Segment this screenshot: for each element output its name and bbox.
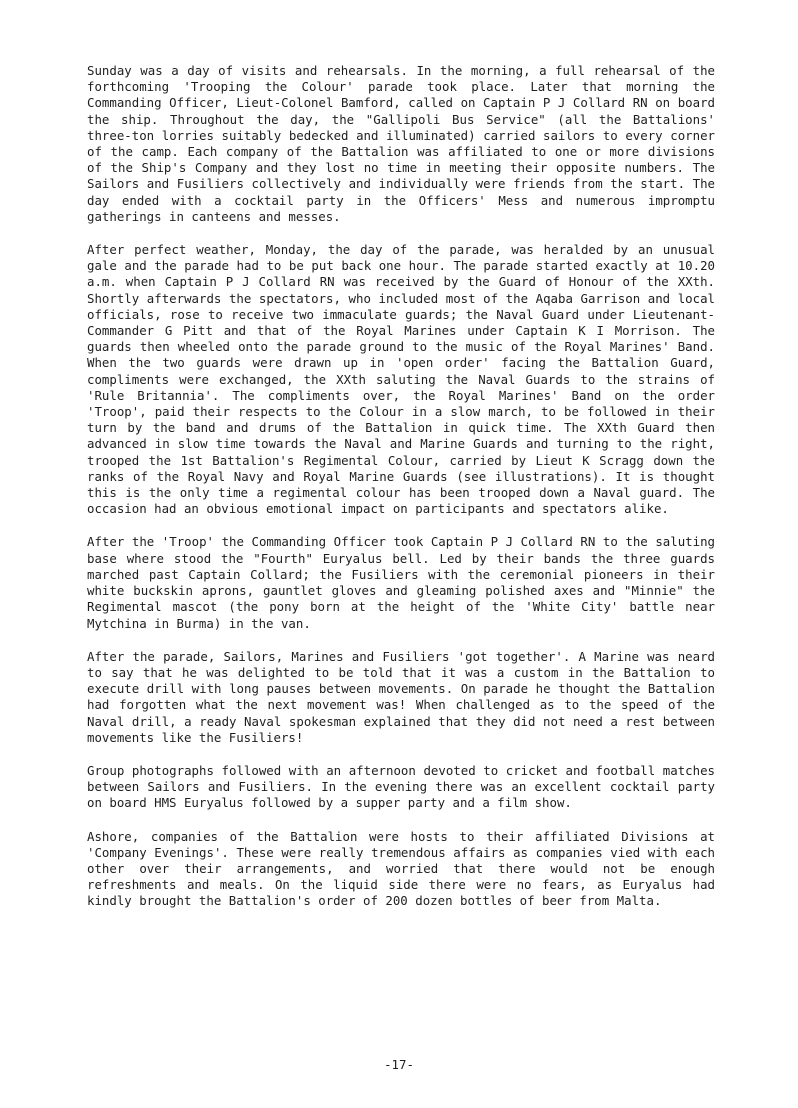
paragraph-company-evenings: Ashore, companies of the Battalion were hosts to their affiliated Divisions at 'Company Evenings'. These were really tremendous affairs as companies vied with each other over their arrangements, and worried that there would not be enough refreshments and meals. On the liquid side there were no fears, as Euryalus had kindly brought the Battalion's order of 200 dozen bottles of beer from Malta. xyxy=(87,828,715,909)
paragraph-sunday-visits: Sunday was a day of visits and rehearsals. In the morning, a full rehearsal of the forthcoming 'Trooping the Colour' parade took place. Later that morning the Commanding Officer, Lieut-Colonel Bamford, called on Captain P J Collard RN on board the ship. Throughout the day, the "Gallipoli Bus Service" (all the Battalions' three-ton lorries suitably bedecked and illuminated) carried sailors to every corner of the camp. Each company of the Battalion was affiliated to one or more divisions of the Ship's Company and they lost no time in meeting their opposite numbers. The Sailors and Fusiliers collectively and individually were friends from the start. The day ended with a cocktail party in the Officers' Mess and numerous impromptu gatherings in canteens and messes. xyxy=(87,63,715,224)
page-number: -17- xyxy=(384,1057,414,1072)
paragraph-group-photographs: Group photographs followed with an afternoon devoted to cricket and football matches between Sailors and Fusiliers. In the evening there was an excellent cocktail party on board HMS Euryalus followed by a supper party and a film show. xyxy=(87,762,715,811)
body-text xyxy=(87,63,715,927)
paragraph-after-parade: After the parade, Sailors, Marines and Fusiliers 'got together'. A Marine was neard to say that he was delighted to be told that it was a custom in the Battalion to execute drill with long pauses between movements. On parade he thought the Battalion had forgotten what the next movement was! When challenged as to the speed of the Naval drill, a ready Naval spokesman explained that they did not need a rest between movements like the Fusiliers! xyxy=(87,648,715,745)
paragraph-monday-parade: After perfect weather, Monday, the day of the parade, was heralded by an unusual gale and the parade had to be put back one hour. The parade started exactly at 10.20 a.m. when Captain P J Collard RN was received by the Guard of Honour of the XXth. Shortly afterwards the spectators, who included most of the Aqaba Garrison and local officials, rose to receive two immaculate guards; the Naval Guard under Lieutenant-Commander G Pitt and that of the Royal Marines under Captain K I Morrison. The guards then wheeled onto the parade ground to the music of the Royal Marines' Band. When the two guards were drawn up in 'open order' facing the Battalion Guard, compliments were exchanged, the XXth saluting the Naval Guards to the strains of 'Rule Britannia'. The compliments over, the Royal Marines' Band on the order 'Troop', paid their respects to the Colour in a slow march, to be followed in their turn by the band and drums of the Battalion in quick time. The XXth Guard then advanced in slow time towards the Naval and Marine Guards and turning to the right, trooped the 1st Battalion's Regimental Colour, carried by Lieut K Scragg down the ranks of the Royal Navy and Royal Marine Guards (see illustrations). It is thought this is the only time a regimental colour has been trooped down a Naval guard. The occasion had an obvious emotional impact on participants and spectators alike. xyxy=(87,242,715,517)
paragraph-after-troop: After the 'Troop' the Commanding Officer took Captain P J Collard RN to the saluting base where stood the "Fourth" Euryalus bell. Led by their bands the three guards marched past Captain Collard; the Fusiliers with the ceremonial pioneers in their white buckskin aprons, gauntlet gloves and gleaming polished axes and "Minnie" the Regimental mascot (the pony born at the height of the 'White City' battle near Mytchina in Burma) in the van. xyxy=(87,534,715,631)
